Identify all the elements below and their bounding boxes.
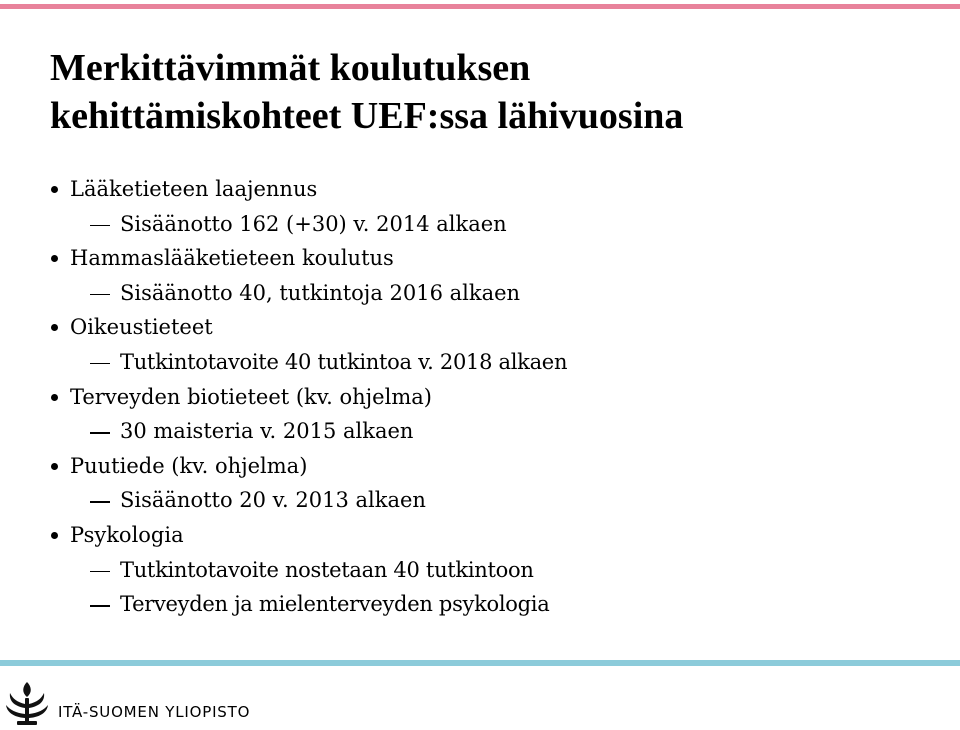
bottom-accent-stripe xyxy=(0,660,960,666)
sub-bullet-item: Terveyden ja mielenterveyden psykologia xyxy=(50,587,930,622)
university-name: ITÄ-SUOMEN YLIOPISTO xyxy=(58,703,251,721)
sub-bullet-item: Sisäänotto 20 v. 2013 alkaen xyxy=(50,483,930,518)
slide-title xyxy=(50,44,930,140)
bullet-item: Hammaslääketieteen koulutus xyxy=(50,241,930,276)
uef-tree-logo-icon xyxy=(4,680,50,726)
bullet-item: Lääketieteen laajennus xyxy=(50,172,930,207)
sub-bullet-item: Sisäänotto 40, tutkintoja 2016 alkaen xyxy=(50,276,930,311)
sub-bullet-item: Tutkintotavoite 40 tutkintoa v. 2018 alkaen xyxy=(50,345,930,380)
top-accent-stripe xyxy=(0,4,960,9)
sub-bullet-item: Tutkintotavoite nostetaan 40 tutkintoon xyxy=(50,553,930,588)
bullet-item: Terveyden biotieteet (kv. ohjelma) xyxy=(50,380,930,415)
bullet-list xyxy=(50,172,930,622)
sub-bullet-item: 30 maisteria v. 2015 alkaen xyxy=(50,414,930,449)
bullet-item: Psykologia xyxy=(50,518,930,553)
bullet-item: Oikeustieteet xyxy=(50,310,930,345)
title-line-2: kehittämiskohteet UEF:ssa lähivuosina xyxy=(50,95,684,137)
title-line-1: Merkittävimmät koulutuksen xyxy=(50,47,531,89)
sub-bullet-item: Sisäänotto 162 (+30) v. 2014 alkaen xyxy=(50,207,930,242)
bullet-item: Puutiede (kv. ohjelma) xyxy=(50,449,930,484)
